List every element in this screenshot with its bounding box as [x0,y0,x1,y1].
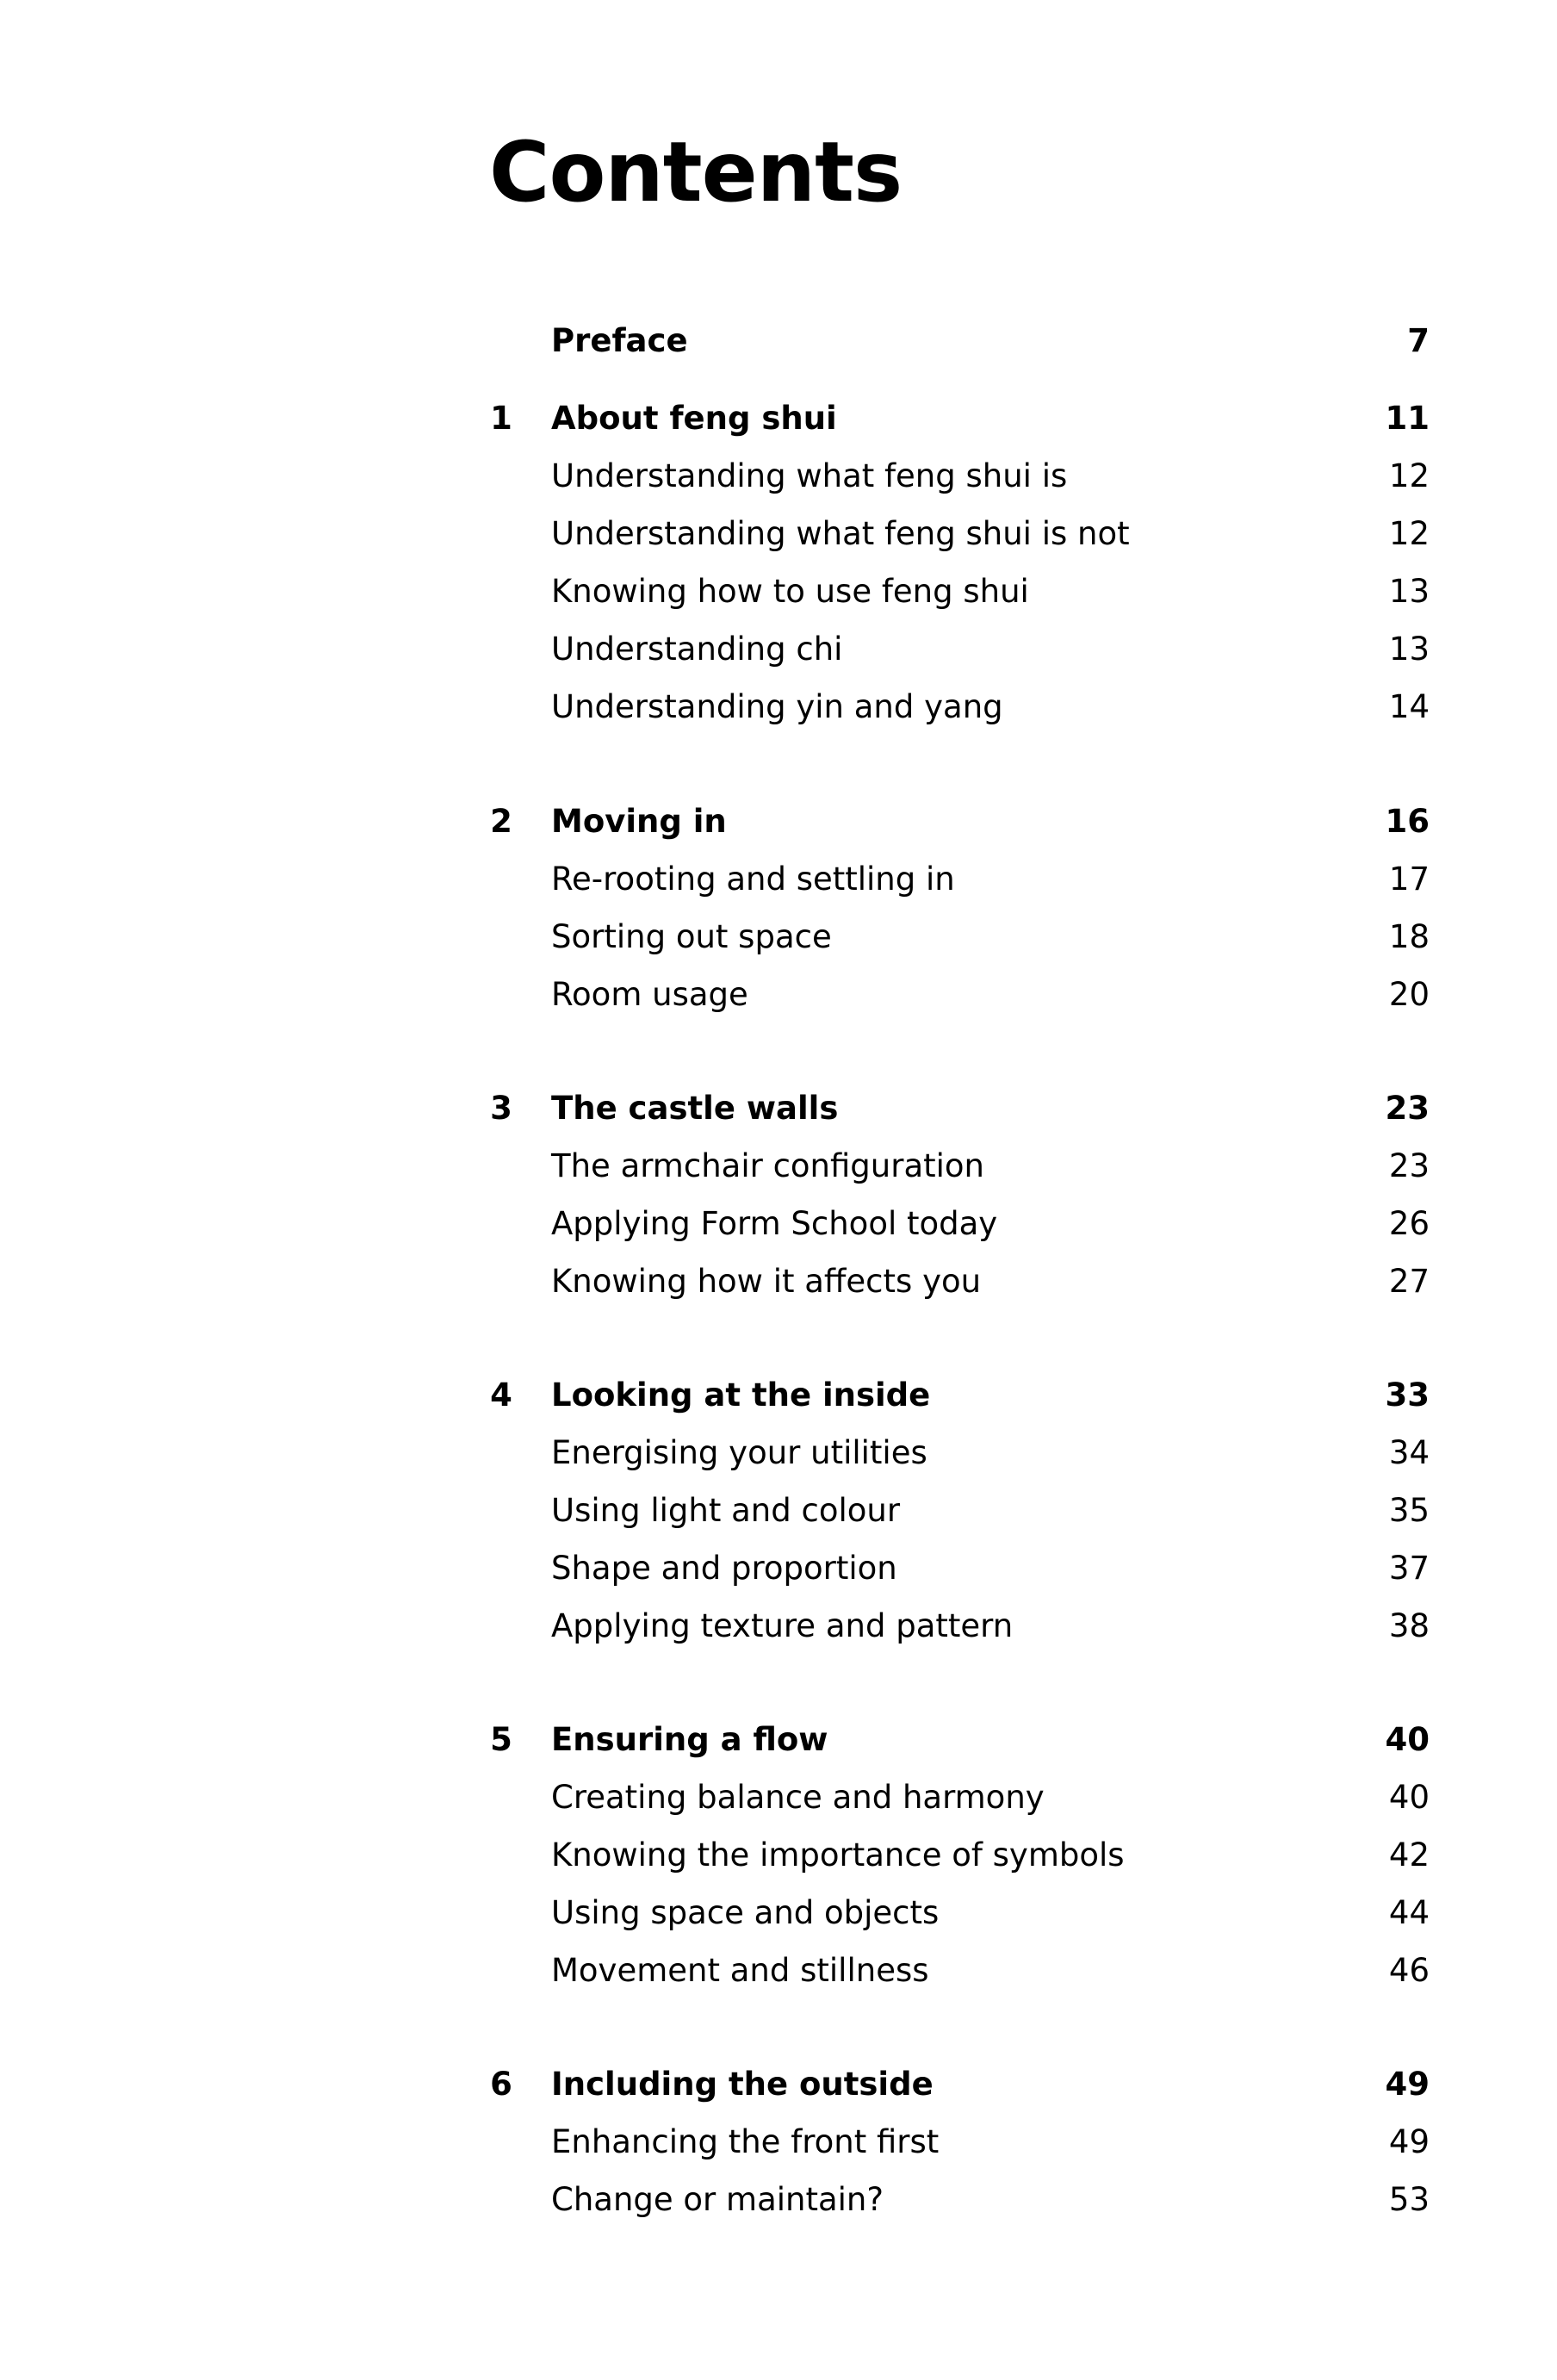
toc-section [482,454,1430,499]
toc-page-number: 12 [1388,515,1430,552]
toc-heading-label: Looking at the inside [551,1376,931,1414]
toc-section [482,569,1430,614]
toc-section-label: Knowing how to use feng shui [551,573,1029,610]
toc-section-label: Using space and objects [551,1894,940,1931]
toc-section-label: Change or maintain? [551,2181,884,2218]
toc-page-number: 49 [1385,2066,1430,2103]
toc-section [482,1144,1430,1189]
toc-section-label: The armchair configuration [551,1147,985,1184]
toc-page-number: 53 [1388,2181,1430,2218]
toc-chapter-number: 2 [490,803,512,840]
toc-chapter-heading [482,2062,1430,2107]
toc-section-label: Movement and stillness [551,1952,929,1989]
toc-section [482,857,1430,902]
toc-page-number: 11 [1385,400,1430,437]
toc-section [482,2178,1430,2222]
toc-page-number: 14 [1388,688,1430,725]
toc-page-number: 37 [1388,1550,1430,1587]
toc-section-label: Understanding yin and yang [551,688,1003,725]
toc-chapter-number: 1 [490,400,512,437]
toc-section-label: Understanding what feng shui is [551,457,1068,494]
toc-page-number: 34 [1388,1434,1430,1471]
toc-chapter-heading [482,1718,1430,1762]
toc-page-number: 12 [1388,457,1430,494]
toc-page-number: 18 [1388,918,1430,955]
toc-chapter-heading [482,396,1430,441]
toc-section-label: Shape and proportion [551,1550,897,1587]
toc-heading-label: Moving in [551,803,727,840]
toc-page-number: 49 [1388,2123,1430,2160]
toc-page-number: 40 [1388,1779,1430,1816]
toc-chapter-number: 6 [490,2066,512,2103]
toc-section-label: Knowing the importance of symbols [551,1836,1125,1874]
toc-page-number: 13 [1388,631,1430,668]
toc-section-label: Understanding chi [551,631,843,668]
toc-page-number: 33 [1385,1376,1430,1414]
toc-chapter-heading [482,1086,1430,1131]
toc-page-number: 46 [1388,1952,1430,1989]
toc-page-number: 23 [1385,1090,1430,1127]
toc-page-number: 35 [1388,1492,1430,1529]
toc-page-number: 40 [1385,1721,1430,1758]
toc-section-label: Using light and colour [551,1492,901,1529]
toc-section-label: Understanding what feng shui is not [551,515,1130,552]
toc-section-label: Applying texture and pattern [551,1607,1014,1644]
toc-section [482,627,1430,672]
toc-chapter-heading [482,799,1430,844]
toc-page-number: 23 [1388,1147,1430,1184]
toc-section-label: Applying Form School today [551,1205,998,1242]
toc-section-label: Energising your utilities [551,1434,927,1471]
toc-page-number: 44 [1388,1894,1430,1931]
toc-chapter-number: 5 [490,1721,512,1758]
toc-section-label: Enhancing the front first [551,2123,940,2160]
page-title: Contents [489,124,903,221]
toc-section [482,512,1430,556]
toc-preface [482,319,1430,364]
toc-section [482,1259,1430,1304]
toc-page-number: 17 [1388,861,1430,898]
toc-section [482,915,1430,960]
toc-section [482,1948,1430,1993]
toc-section [482,973,1430,1017]
toc-section [482,1431,1430,1476]
toc-page-number: 38 [1388,1607,1430,1644]
toc-chapter-heading [482,1373,1430,1418]
toc-page-number: 42 [1388,1836,1430,1874]
toc-section [482,1488,1430,1533]
toc-page-number: 26 [1388,1205,1430,1242]
toc-section-label: Sorting out space [551,918,832,955]
toc-section [482,2120,1430,2165]
toc-section-label: Re-rooting and settling in [551,861,955,898]
toc-section [482,1546,1430,1591]
toc-section [482,1891,1430,1936]
toc-section [482,1775,1430,1820]
toc-page-number: 20 [1388,976,1430,1013]
toc-chapter-number: 4 [490,1376,512,1414]
toc-section [482,1202,1430,1246]
toc-heading-label: Preface [551,322,688,359]
toc-heading-label: The castle walls [551,1090,839,1127]
toc-page-number: 27 [1388,1263,1430,1300]
toc-section-label: Knowing how it affects you [551,1263,982,1300]
toc-section-label: Room usage [551,976,748,1013]
toc-heading-label: About feng shui [551,400,837,437]
toc-section [482,1833,1430,1878]
toc-section-label: Creating balance and harmony [551,1779,1045,1816]
toc-section [482,685,1430,730]
toc-heading-label: Including the outside [551,2066,934,2103]
toc-page-number: 16 [1385,803,1430,840]
toc-section [482,1604,1430,1649]
toc-page-number: 7 [1407,322,1430,359]
toc-heading-label: Ensuring a flow [551,1721,828,1758]
toc-chapter-number: 3 [490,1090,512,1127]
toc-page-number: 13 [1388,573,1430,610]
